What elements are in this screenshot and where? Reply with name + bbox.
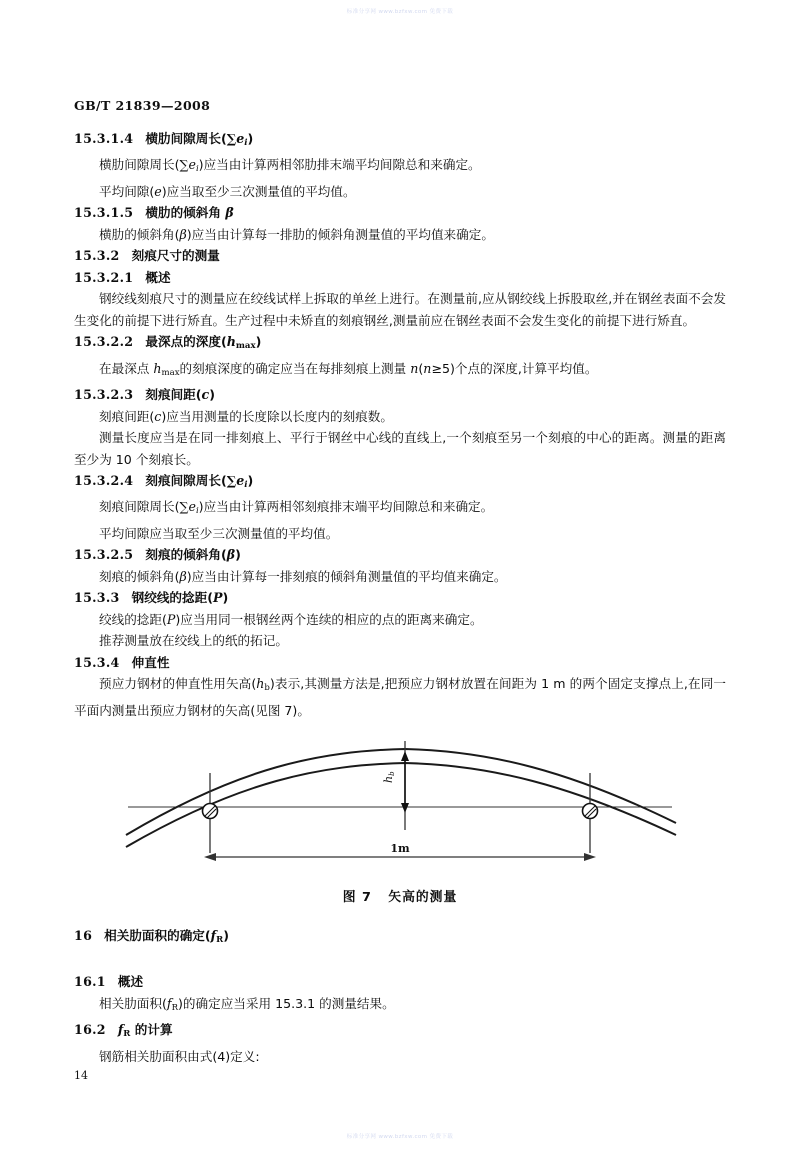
paragraph-16-1: 相关肋面积$(f_R)$的确定应当采用 15.3.1 的测量结果。: [99, 995, 395, 1013]
page-number: 14: [74, 1069, 88, 1082]
paragraph-15-3-2-2: 在最深点 $h_{max}$的刻痕深度的确定应当在每排刻痕上测量 n(n≥5)个点的深度,计算平均值。: [99, 360, 598, 378]
clause-heading-15-3-2-1: [74, 267, 726, 289]
standard-code-header: GB/T 21839—2008: [74, 98, 211, 113]
clause-number: 15.3.4: [74, 654, 120, 670]
clause-heading-16: [74, 925, 726, 951]
clause-title: 伸直性: [131, 654, 170, 670]
clause-heading-15-3-2-3: [74, 384, 726, 406]
paragraph-15-3-2-5: 刻痕的倾斜角(β)应当由计算每一排刻痕的倾斜角测量值的平均值来确定。: [99, 568, 507, 584]
clause-heading-16-2: [74, 1019, 726, 1045]
clause-number: 15.3.2: [74, 248, 120, 264]
paragraph-15-3-3-a: 绞线的捻距(P)应当用同一根钢丝两个连续的相应的点的距离来确定。: [99, 611, 483, 627]
paragraph-15-3-2-1: 钢绞线刻痕尺寸的测量应在绞线试样上拆取的单丝上进行。在测量前,应从钢绞线上拆股取丝,并在钢丝表面不会发生变化的前提下进行矫直。生产过程中未矫直的刻痕钢丝,测量前应在钢丝表面不会发生变化的前提下进行矫直。: [74, 291, 726, 328]
paragraph-15-3-2-3-a: 刻痕间距(c)应当用测量的长度除以长度内的刻痕数。: [99, 408, 393, 424]
clause-title: 横肋间隙周长$(\sum e_i)$: [145, 131, 254, 148]
clause-title: 横肋的倾斜角 β: [145, 205, 234, 221]
clause-title: 刻痕间隙周长$(\sum e_i)$: [145, 473, 254, 490]
clause-title: $f_R$ 的计算: [117, 1022, 173, 1040]
clause-title: 刻痕的倾斜角(β): [145, 547, 241, 563]
figure-7-drawing: [120, 735, 680, 870]
paragraph-16-2: 钢筋相关肋面积由式(4)定义:: [99, 1048, 260, 1064]
clause-heading-15-3-2: [74, 245, 726, 267]
clause-title: 刻痕间距(c): [145, 387, 215, 402]
watermark-bottom: 标准分享网 www.bzfxw.com 免费下载: [346, 1134, 454, 1140]
clause-number: 15.3.2.2: [74, 334, 134, 350]
clause-number: 15.3.1.4: [74, 131, 134, 146]
clause-number: 15.3.1.5: [74, 205, 134, 221]
figure-7-caption: [74, 886, 726, 905]
clause-heading-15-3-1-5: [74, 202, 726, 224]
clause-heading-15-3-3: [74, 587, 726, 609]
clause-number: 16: [74, 928, 93, 943]
paragraph-15-3-2-4-a: 刻痕间隙周长$(\sum e_i)$应当由计算两相邻刻痕排末端平均间隙总和来确定。: [99, 499, 494, 517]
clause-number: 15.3.2.4: [74, 473, 134, 488]
clause-heading-15-3-2-5: [74, 544, 726, 566]
section-spacer: [74, 951, 726, 971]
clause-title: 刻痕尺寸的测量: [131, 248, 220, 264]
clause-title: 相关肋面积的确定$(f_R)$: [104, 928, 229, 945]
paragraph-15-3-3-b: 推荐测量放在绞线上的纸的拓记。: [99, 633, 288, 649]
height-label-hb: hb: [382, 771, 396, 783]
clause-number: 16.1: [74, 974, 106, 990]
clause-heading-16-1: [74, 971, 726, 993]
paragraph-15-3-2-4-b: 平均间隙应当取至少三次测量值的平均值。: [99, 525, 339, 541]
paragraph-15-3-4: 预应力钢材的伸直性用矢高$(h_b)$表示,其测量方法是,把预应力钢材放置在间距为 1 m 的两个固定支撑点上,在同一平面内测量出预应力钢材的矢高(见图 7)。: [74, 676, 726, 718]
figure-caption-label: 图 7: [342, 890, 372, 905]
clause-heading-15-3-1-4: [74, 128, 726, 154]
paragraph-15-3-2-3-b: 测量长度应当是在同一排刻痕上、平行于钢丝中心线的直线上,一个刻痕至另一个刻痕的中心的距离。测量的距离至少为 10 个刻痕长。: [74, 430, 726, 467]
clause-title: 概述: [117, 974, 144, 990]
clause-heading-15-3-2-4: [74, 470, 726, 496]
wire-upper-curve: [126, 749, 676, 835]
clause-number: 15.3.2.5: [74, 547, 134, 563]
left-support-point: [203, 804, 218, 819]
clause-heading-15-3-2-2: [74, 331, 726, 357]
main-text-body: [74, 128, 726, 721]
clause-title: 钢绞线的捻距(P): [131, 590, 229, 606]
figure-7: [74, 735, 726, 905]
watermark-top: 标准分享网 www.bzfxw.com 免费下载: [346, 9, 454, 15]
clause-number: 15.3.2.3: [74, 387, 134, 402]
clause-number: 15.3.3: [74, 590, 120, 606]
figure-caption-title: 矢高的测量: [388, 890, 458, 905]
paragraph-15-3-1-4-a: 横肋间隙周长$(\sum e_i)$应当由计算两相邻肋排末端平均间隙总和来确定。: [99, 157, 481, 175]
lower-text-body: [74, 925, 726, 1067]
clause-title: 最深点的深度$(h_{max})$: [145, 334, 262, 352]
clause-title: 概述: [145, 269, 171, 285]
paragraph-15-3-1-4-b: 平均间隙(e)应当取至少三次测量值的平均值。: [99, 183, 356, 199]
clause-number: 15.3.2.1: [74, 269, 134, 285]
clause-number: 16.2: [74, 1022, 106, 1038]
span-label-1m: 1m: [390, 842, 410, 855]
right-support-point: [583, 804, 598, 819]
paragraph-15-3-1-5: 横肋的倾斜角(β)应当由计算每一排肋的倾斜角测量值的平均值来确定。: [99, 226, 494, 242]
clause-heading-15-3-4: [74, 652, 726, 674]
height-dimension-arrow: [401, 751, 409, 813]
